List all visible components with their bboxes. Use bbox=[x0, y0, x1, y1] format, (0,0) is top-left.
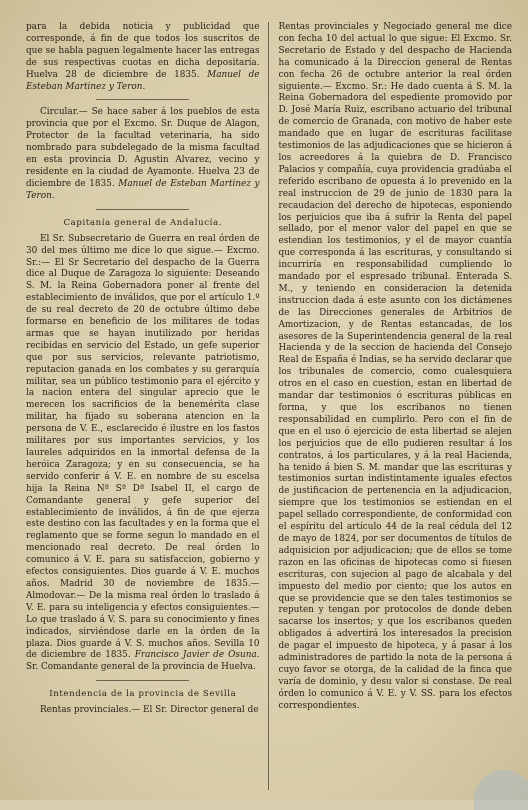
divider bbox=[96, 209, 189, 210]
section-heading-capitania: Capitanía general de Andalucía. bbox=[63, 217, 223, 228]
right-column bbox=[268, 22, 512, 790]
rentas-provinciales-start: Rentas provinciales.— El Sr. Director general de bbox=[40, 705, 259, 716]
section-heading-intendencia: Intendencia de la provincia de Sevilla bbox=[49, 689, 237, 700]
real-orden-testimonios: Rentas provinciales y Negociado general me dice con fecha 10 del actual lo que sigue: El Excmo. Sr. Secretario de Estado y del despacho de Hacienda ha comunicado á la Direccion general de Rentas con fecha 26 de octubre anterior la real órden siguiente.— Excmo. Sr.: He dado cuenta á S. M. la Reina Gobernadora del espediente promovido por D. José María Ruiz, escribano actuario del tribunal de comercio de Granada, con motivo de haber este mandado que en lugar de escrituras facilitase testimonios de las adjudicaciones que se hicieron á los acreedores á la quiebra de D. Francisco Palacios y compañía, cuya providencia gradúaba el referido escribano de opuesta á lo prevenido en la real instruccion de 29 de junio de 1830 para la recaudacion del derecho de hipotecas, esponiendo los perjuicios que iba á sufrir la Renta del papel sellado, por el menor valor del papel en que se estendian los testimonios, y el de mayor cuantía que corresponda á las escrituras, y consultando si incurriría en responsabilidad cumpliendo lo mandado por el espresado tribunal. Enterada S. M., y teniendo en consideracion la detenida instruccion dada á este asunto con los dictámenes de las Direcciones generales de Arbitrios de Amortizacion, y de Rentas estancadas, de los asesores de la Superintendencia general de la real Hacienda y de la seccion de hacienda del Consejo Real de España é Indias, se ha servido declarar que los tribunales de comercio, como cualesquiera otros en el caso en cuestion, estan en libertad de mandar dar testimonios ó escrituras públicas en forma, y que los escribanos no tienen responsabilidad en cumplirlo. Pero con el fin de que en el uso ó ejercicio de esta libertad se alejen los perjuicios que de ello pudieren resultar á los contratos, á los particulares, y á la real Hacienda, ha tenido á bien S. M. mandar que las escrituras y testimonios surtan indistintamente iguales efectos de justificacion de pertenencia en la adjudicacion, siempre que los testimonios se estiendan en el papel sellado correspondiente, de conformidad con el espíritu del artículo 44 de la real cédula del 12 de mayo de 1824, por ser documentos de títulos de adquisicion por adjudicacion; que de ellos se tome razon en las oficinas de hipotecas como si fuesen escrituras, con sujecion al pago de alcabala y del impuesto del medio por ciento; que los autos en que se providencie que se den tales testimonios se reputen y tengan por protocolos de donde deben sacarse los insertos; y que los escribanos queden obligados á advertirá los interesados la precision de pagar el impuesto de hipoteca, y á pasar á los administradores de partido la nota de la persona á cuyo favor se otorga, de la calidad de la finca que varía de dominio, y desu valor si constase. De real órden lo comunico á V. E. y V. SS. para los efectos correspondientes. bbox=[278, 22, 513, 711]
divider bbox=[96, 99, 189, 100]
signature: Manuel de Esteban Martinez y Teron. bbox=[26, 178, 260, 201]
circular-veterinaria: Circular.— Se hace saber á los pueblos de esta provincia que por el Excmo. Sr. Duque de Alagon, Protector de la facultad veterinaria, ha sido nombrado para subdelegado de la misma facultad en esta provincia D. Agustin Alvarez, vecino y residente en la ciudad de Ayamonte. Huelva 23 de diciembre de 1835. Manuel de Esteban Martinez y Teron. bbox=[26, 107, 260, 201]
notice-depositaria: para la debida noticia y publicidad que corresponde, á fin de que todos los suscritos de que se habla paguen legalmente hacer las entregas de sus respectivas cuotas en dicha depositaría. Huelva 28 de diciembre de 1835. Manuel de Esteban Martinez y Teron. bbox=[26, 22, 260, 92]
real-orden-invalidos: El Sr. Subsecretario de Guerra en real órden de 30 del mes último me dice lo que sigue.— Excmo. Sr.:— El Sr Secretario del despacho de la Guerra dice al Duque de Zaragoza lo siguiente: Deseando S. M. la Reina Gobernadora poner al frente del establecimiento de inválidos, que por el artículo 1.º de su real decreto de 20 de octubre último debe formarse en beneficio de los militares de todas armas que se hayan inutilizado por heridas recibidas en servicio del Estado, un gefe superior que por sus servicios, relevante patriotismo, reputacion ganada en los combates y su gerarquía militar, sea un público testimonio para el ejército y la nacion entera del singular aprecio que le merecen los sacrificios de la benemérita clase militar, ha fijado su soberana atencion en la persona de V. E., esclarecido é ilustre en los fastos militares por sus importantes servicios, y los laureles adquiridos en la inmortal defensa de la heróica Zaragoza; y en su consecuencia, se ha servido conferir á V. E. en nombre de su escelsa hija la Reina Nª Sª Dª Isabel II, el cargo de Comandante general y gefe superior del establecimiento de inválidos, á fin de que ejerza este destino con las facultades y en la forma que el reglamento que se forme segun lo mandado en el mencionado real decreto. De real órden lo comunico á V. E. para su satisfaccion, gobierno y efectos consiguientes. Dios guarde á V. E. muchos años. Madrid 30 de noviembre de 1835.— Almodovar.— De la misma real órden lo traslado á V. E. para su inteligencia y efectos consiguientes.— Lo que traslado á V. S. para su conocimiento y fines indicados, sirviéndose darle en la órden de la plaza. Dios guarde á V. S. muchos años. Sevilla 10 de diciembre de 1835. Francisco Javier de Osuna. Sr. Comandante general de la provincia de Huelva. bbox=[26, 233, 260, 673]
left-column bbox=[26, 22, 268, 790]
divider bbox=[96, 680, 189, 681]
signature: Manuel de Esteban Martinez y Teron. bbox=[26, 69, 260, 92]
signature: Francisco Javier de Osuna. bbox=[134, 650, 260, 661]
